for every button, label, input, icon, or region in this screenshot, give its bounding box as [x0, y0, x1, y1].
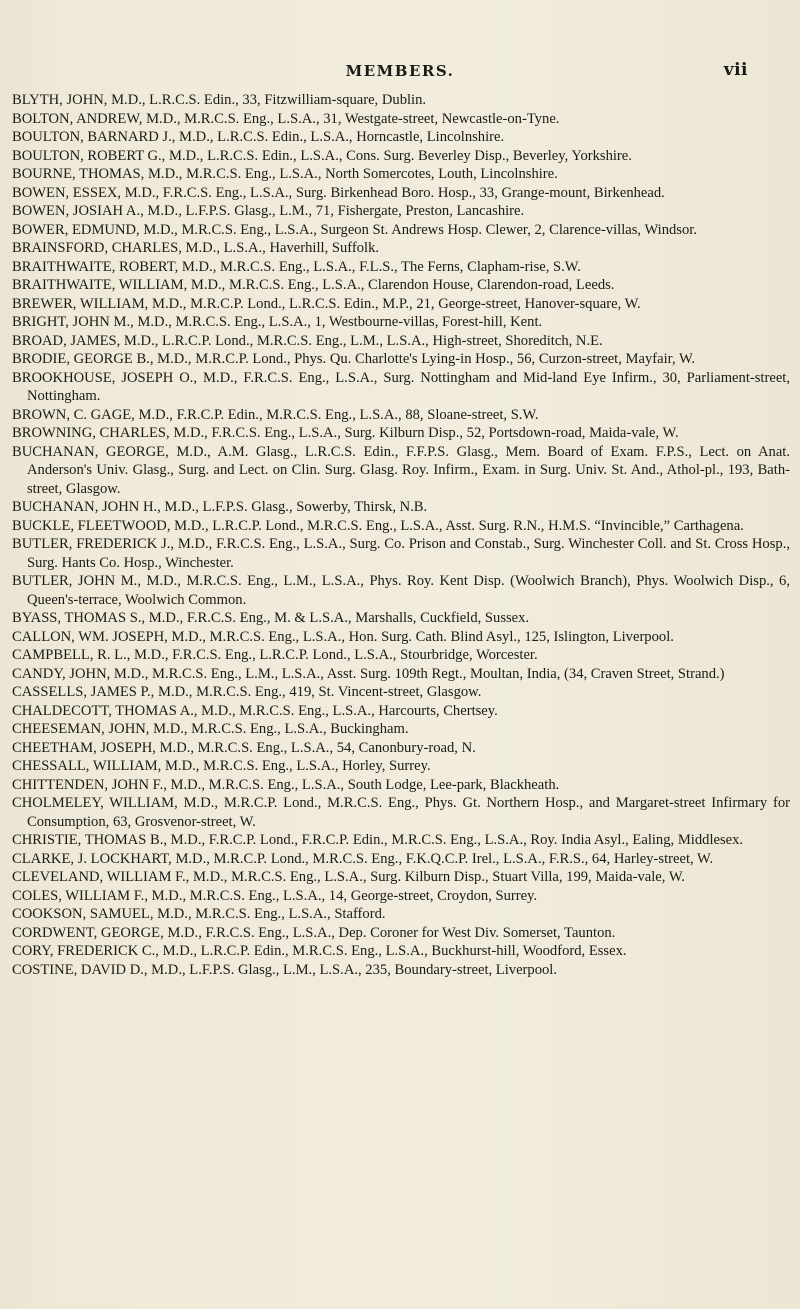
member-entry: BOLTON, ANDREW, M.D., M.R.C.S. Eng., L.S.A., 31, Westgate-street, Newcastle-on-Tyne.: [12, 110, 560, 127]
member-entry: BOWEN, ESSEX, M.D., F.R.C.S. Eng., L.S.A., Surg. Birkenhead Boro. Hosp., 33, Grange-mount, Birkenhead.: [12, 184, 665, 201]
member-entry: BLYTH, JOHN, M.D., L.R.C.S. Edin., 33, Fitzwilliam-square, Dublin.: [12, 92, 427, 108]
member-entry: BRAINSFORD, CHARLES, M.D., L.S.A., Haverhill, Suffolk.: [12, 240, 380, 256]
member-entry: CLEVELAND, WILLIAM F., M.D., M.R.C.S. Eng., L.S.A., Surg. Kilburn Disp., Stuart Villa, 199, Maida-vale, W.: [12, 869, 685, 885]
member-entry: CAMPBELL, R. L., M.D., F.R.C.S. Eng., L.R.C.P. Lond., L.S.A., Stourbridge, Worcester.: [12, 647, 538, 663]
member-entry: BROWN, C. GAGE, M.D., F.R.C.P. Edin., M.R.C.S. Eng., L.S.A., 88, Sloane-street, S.W.: [12, 406, 539, 423]
member-entry: CHOLMELEY, WILLIAM, M.D., M.R.C.P. Lond., M.R.C.S. Eng., Phys. Gt. Northern Hosp., and Margaret-street Infirmary for Consumption, 63, Grosvenor-street, W.: [12, 795, 790, 830]
member-entry: CHITTENDEN, JOHN F., M.D., M.R.C.S. Eng., L.S.A., South Lodge, Lee-park, Blackheath.: [12, 776, 560, 793]
member-entry: COSTINE, DAVID D., M.D., L.F.P.S. Glasg., L.M., L.S.A., 235, Boundary-street, Liverpool.: [12, 961, 557, 978]
member-entry: CORDWENT, GEORGE, M.D., F.R.C.S. Eng., L.S.A., Dep. Coroner for West Div. Somerset, Taunton.: [12, 924, 616, 941]
member-entry: BOWER, EDMUND, M.D., M.R.C.S. Eng., L.S.A., Surgeon St. Andrews Hosp. Clewer, 2, Clarence-villas, Windsor.: [12, 221, 697, 238]
member-entry: CANDY, JOHN, M.D., M.R.C.S. Eng., L.M., L.S.A., Asst. Surg. 109th Regt., Moultan, India, (34, Craven Street, Strand.): [12, 665, 725, 682]
member-entry: BOWEN, JOSIAH A., M.D., L.F.P.S. Glasg., L.M., 71, Fishergate, Preston, Lancashire.: [12, 203, 525, 219]
member-entry: CHEESEMAN, JOHN, M.D., M.R.C.S. Eng., L.S.A., Buckingham.: [12, 721, 409, 737]
member-entry: BUCHANAN, GEORGE, M.D., A.M. Glasg., L.R.C.S. Edin., F.F.P.S. Glasg., Mem. Board of Exam. F.P.S., Lect. on Anat. Anderson's Univ. Glasg., Surg. and Lect. on Clin. Surg. Glasg. Roy. Infirm., Exam. in Surg. Univ. St. And., Athol-pl., 193, Bath-street, Glasgow.: [12, 443, 790, 497]
member-entry: CLARKE, J. LOCKHART, M.D., M.R.C.P. Lond., M.R.C.S. Eng., F.K.Q.C.P. Irel., L.S.A., F.R.S., 64, Harley-street, W.: [12, 850, 714, 867]
page-number: vii: [723, 60, 748, 80]
member-entry: BUTLER, FREDERICK J., M.D., F.R.C.S. Eng., L.S.A., Surg. Co. Prison and Constab., Surg. Winchester Coll. and St. Cross Hosp., Surg. Hants Co. Hosp., Winchester.: [12, 536, 790, 571]
member-entry: BOULTON, ROBERT G., M.D., L.R.C.S. Edin., L.S.A., Cons. Surg. Beverley Disp., Beverley, Yorkshire.: [12, 147, 632, 164]
member-entry: BRIGHT, JOHN M., M.D., M.R.C.S. Eng., L.S.A., 1, Westbourne-villas, Forest-hill, Kent.: [12, 314, 543, 330]
member-entry: BUCKLE, FLEETWOOD, M.D., L.R.C.P. Lond., M.R.C.S. Eng., L.S.A., Asst. Surg. R.N., H.M.S. “Invincible,” Carthagena.: [12, 517, 744, 534]
member-entry: BYASS, THOMAS S., M.D., F.R.C.S. Eng., M. & L.S.A., Marshalls, Cuckfield, Sussex.: [12, 610, 530, 626]
member-entry: CHALDECOTT, THOMAS A., M.D., M.R.C.S. Eng., L.S.A., Harcourts, Chertsey.: [12, 702, 498, 719]
member-entry: BREWER, WILLIAM, M.D., M.R.C.P. Lond., L.R.C.S. Edin., M.P., 21, George-street, Hanover-square, W.: [12, 295, 641, 312]
member-entry: BOULTON, BARNARD J., M.D., L.R.C.S. Edin., L.S.A., Horncastle, Lincolnshire.: [12, 129, 505, 145]
member-list: [12, 91, 790, 979]
member-entry: COOKSON, SAMUEL, M.D., M.R.C.S. Eng., L.S.A., Stafford.: [12, 906, 386, 922]
member-entry: CASSELLS, JAMES P., M.D., M.R.C.S. Eng., 419, St. Vincent-street, Glasgow.: [12, 684, 482, 700]
member-entry: COLES, WILLIAM F., M.D., M.R.C.S. Eng., L.S.A., 14, George-street, Croydon, Surrey.: [12, 887, 538, 904]
member-entry: BROWNING, CHARLES, M.D., F.R.C.S. Eng., L.S.A., Surg. Kilburn Disp., 52, Portsdown-road, Maida-vale, W.: [12, 425, 679, 441]
member-entry: CALLON, WM. JOSEPH, M.D., M.R.C.S. Eng., L.S.A., Hon. Surg. Cath. Blind Asyl., 125, Islington, Liverpool.: [12, 628, 674, 645]
member-entry: BUCHANAN, JOHN H., M.D., L.F.P.S. Glasg., Sowerby, Thirsk, N.B.: [12, 499, 428, 515]
member-entry: BRODIE, GEORGE B., M.D., M.R.C.P. Lond., Phys. Qu. Charlotte's Lying-in Hosp., 56, Curzon-street, Mayfair, W.: [12, 351, 696, 367]
page-header: [0, 62, 800, 86]
member-entry: BROOKHOUSE, JOSEPH O., M.D., F.R.C.S. Eng., L.S.A., Surg. Nottingham and Mid-land Eye Infirm., 30, Parliament-street, Nottingham.: [12, 369, 790, 404]
member-entry: CORY, FREDERICK C., M.D., L.R.C.P. Edin., M.R.C.S. Eng., L.S.A., Buckhurst-hill, Woodford, Essex.: [12, 943, 627, 959]
member-entry: BUTLER, JOHN M., M.D., M.R.C.S. Eng., L.M., L.S.A., Phys. Roy. Kent Disp. (Woolwich Branch), Phys. Woolwich Disp., 6, Queen's-terrace, Woolwich Common.: [12, 573, 790, 608]
member-entry: CHESSALL, WILLIAM, M.D., M.R.C.S. Eng., L.S.A., Horley, Surrey.: [12, 758, 431, 774]
member-entry: CHRISTIE, THOMAS B., M.D., F.R.C.P. Lond., F.R.C.P. Edin., M.R.C.S. Eng., L.S.A., Roy. India Asyl., Ealing, Middlesex.: [12, 832, 744, 848]
member-entry: BRAITHWAITE, WILLIAM, M.D., M.R.C.S. Eng., L.S.A., Clarendon House, Clarendon-road, Leeds.: [12, 277, 615, 293]
member-entry: BRAITHWAITE, ROBERT, M.D., M.R.C.S. Eng., L.S.A., F.L.S., The Ferns, Clapham-rise, S.W.: [12, 258, 581, 275]
running-head: MEMBERS.: [345, 62, 455, 80]
member-entry: BOURNE, THOMAS, M.D., M.R.C.S. Eng., L.S.A., North Somercotes, Louth, Lincolnshire.: [12, 166, 558, 182]
member-entry: BROAD, JAMES, M.D., L.R.C.P. Lond., M.R.C.S. Eng., L.M., L.S.A., High-street, Shoreditch, N.E.: [12, 332, 603, 349]
member-entry: CHEETHAM, JOSEPH, M.D., M.R.C.S. Eng., L.S.A., 54, Canonbury-road, N.: [12, 739, 476, 756]
